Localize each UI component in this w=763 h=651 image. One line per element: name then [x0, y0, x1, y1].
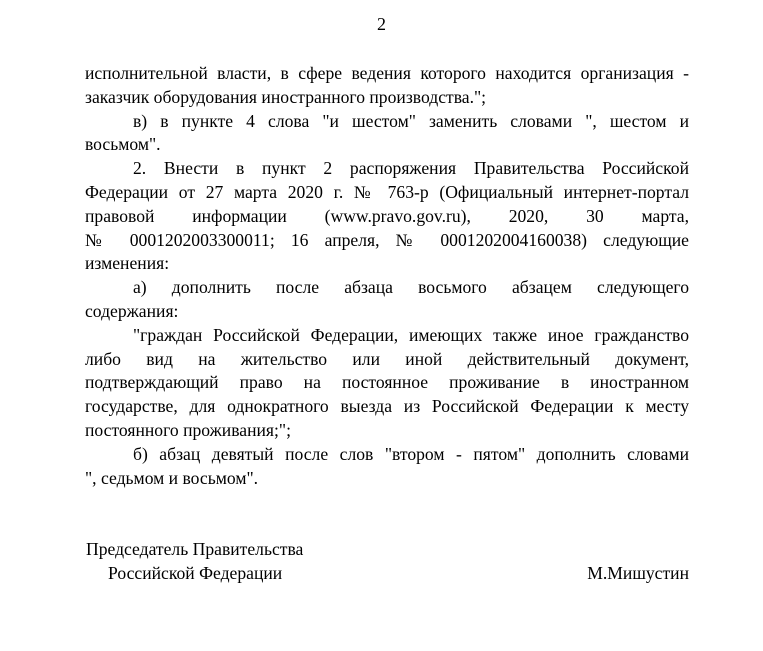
text-line: заказчик оборудования иностранного производства."; [85, 86, 487, 107]
text-line: в) в пункте 4 слова "и шестом" заменить словами ", шестом и [133, 110, 689, 131]
text-line: № 0001202003300011; 16 апреля, № 0001202004160038) следующие [85, 229, 689, 250]
text-line: восьмом". [85, 134, 161, 155]
signatory-name: М.Мишустин [587, 563, 689, 583]
text-line: либо вид на жительство или иной действительный документ, [85, 348, 689, 369]
text-line: б) абзац девятый после слов "втором - пятом" дополнить словами [133, 443, 689, 464]
text-line: а) дополнить после абзаца восьмого абзацем следующего [133, 277, 689, 298]
text-line: изменения: [85, 253, 170, 274]
text-line: содержания: [85, 300, 179, 321]
text-line: Федерации от 27 марта 2020 г. № 763-р (Официальный интернет-портал [85, 181, 689, 202]
text-line: ", седьмом и восьмом". [85, 467, 259, 488]
page-number: 2 [377, 14, 386, 34]
text-line: 2. Внести в пункт 2 распоряжения Правительства Российской [133, 158, 689, 179]
text-line: правовой информации (www.pravo.gov.ru), 2020, 30 марта, [85, 205, 689, 226]
document-body [85, 62, 689, 490]
text-line: государстве, для однократного выезда из Российской Федерации к месту [85, 396, 689, 417]
text-line: исполнительной власти, в сфере ведения которого находится организация - [85, 63, 689, 83]
signatory-position-line2: Российской Федерации [108, 563, 283, 583]
text-line: "граждан Российской Федерации, имеющих также иное гражданство [133, 324, 689, 345]
signatory-position-line1: Председатель Правительства [86, 539, 304, 559]
text-line: подтверждающий право на постоянное проживание в иностранном [85, 372, 689, 393]
text-line: постоянного проживания;"; [85, 419, 291, 440]
